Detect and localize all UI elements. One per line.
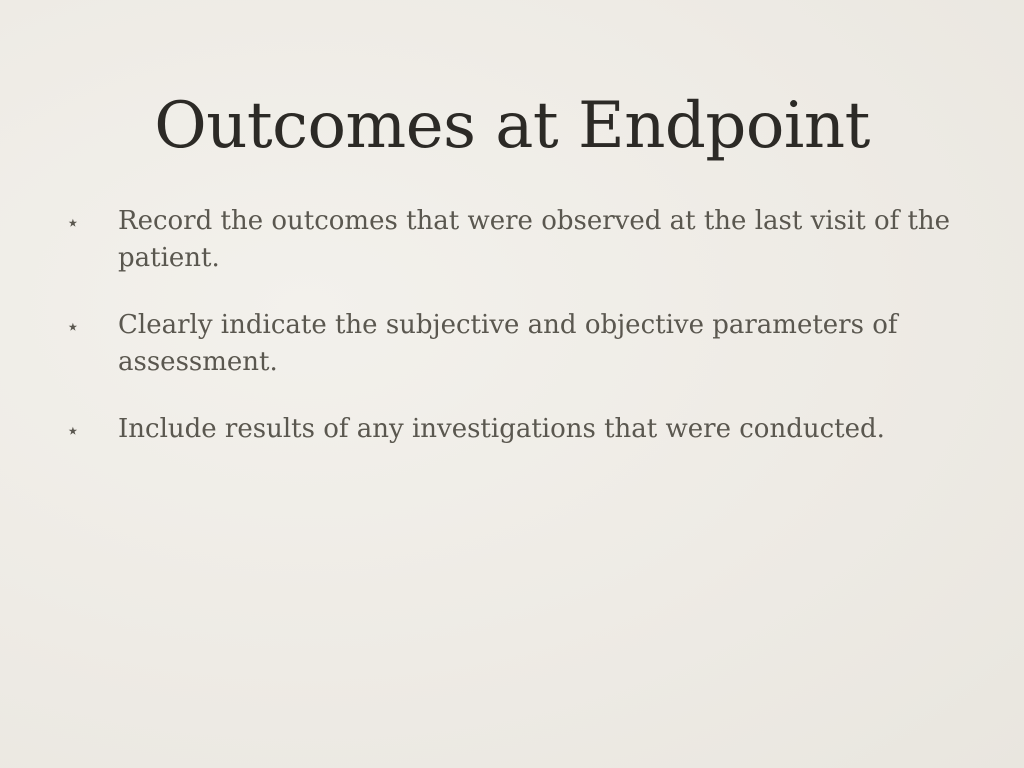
bullet-item	[62, 307, 962, 381]
slide-title: Outcomes at Endpoint	[154, 89, 870, 163]
bullet-item	[62, 203, 962, 277]
star-bullet-icon: ⋆	[66, 419, 80, 444]
star-bullet-icon: ⋆	[66, 315, 80, 340]
bullet-item	[62, 411, 962, 448]
bullet-text: Clearly indicate the subjective and objective parameters of assessment.	[118, 310, 898, 377]
bullet-text: Include results of any investigations that were conducted.	[118, 414, 885, 444]
bullet-text: Record the outcomes that were observed at the last visit of the patient.	[118, 206, 951, 273]
star-bullet-icon: ⋆	[66, 211, 80, 236]
bullet-list	[62, 203, 962, 478]
